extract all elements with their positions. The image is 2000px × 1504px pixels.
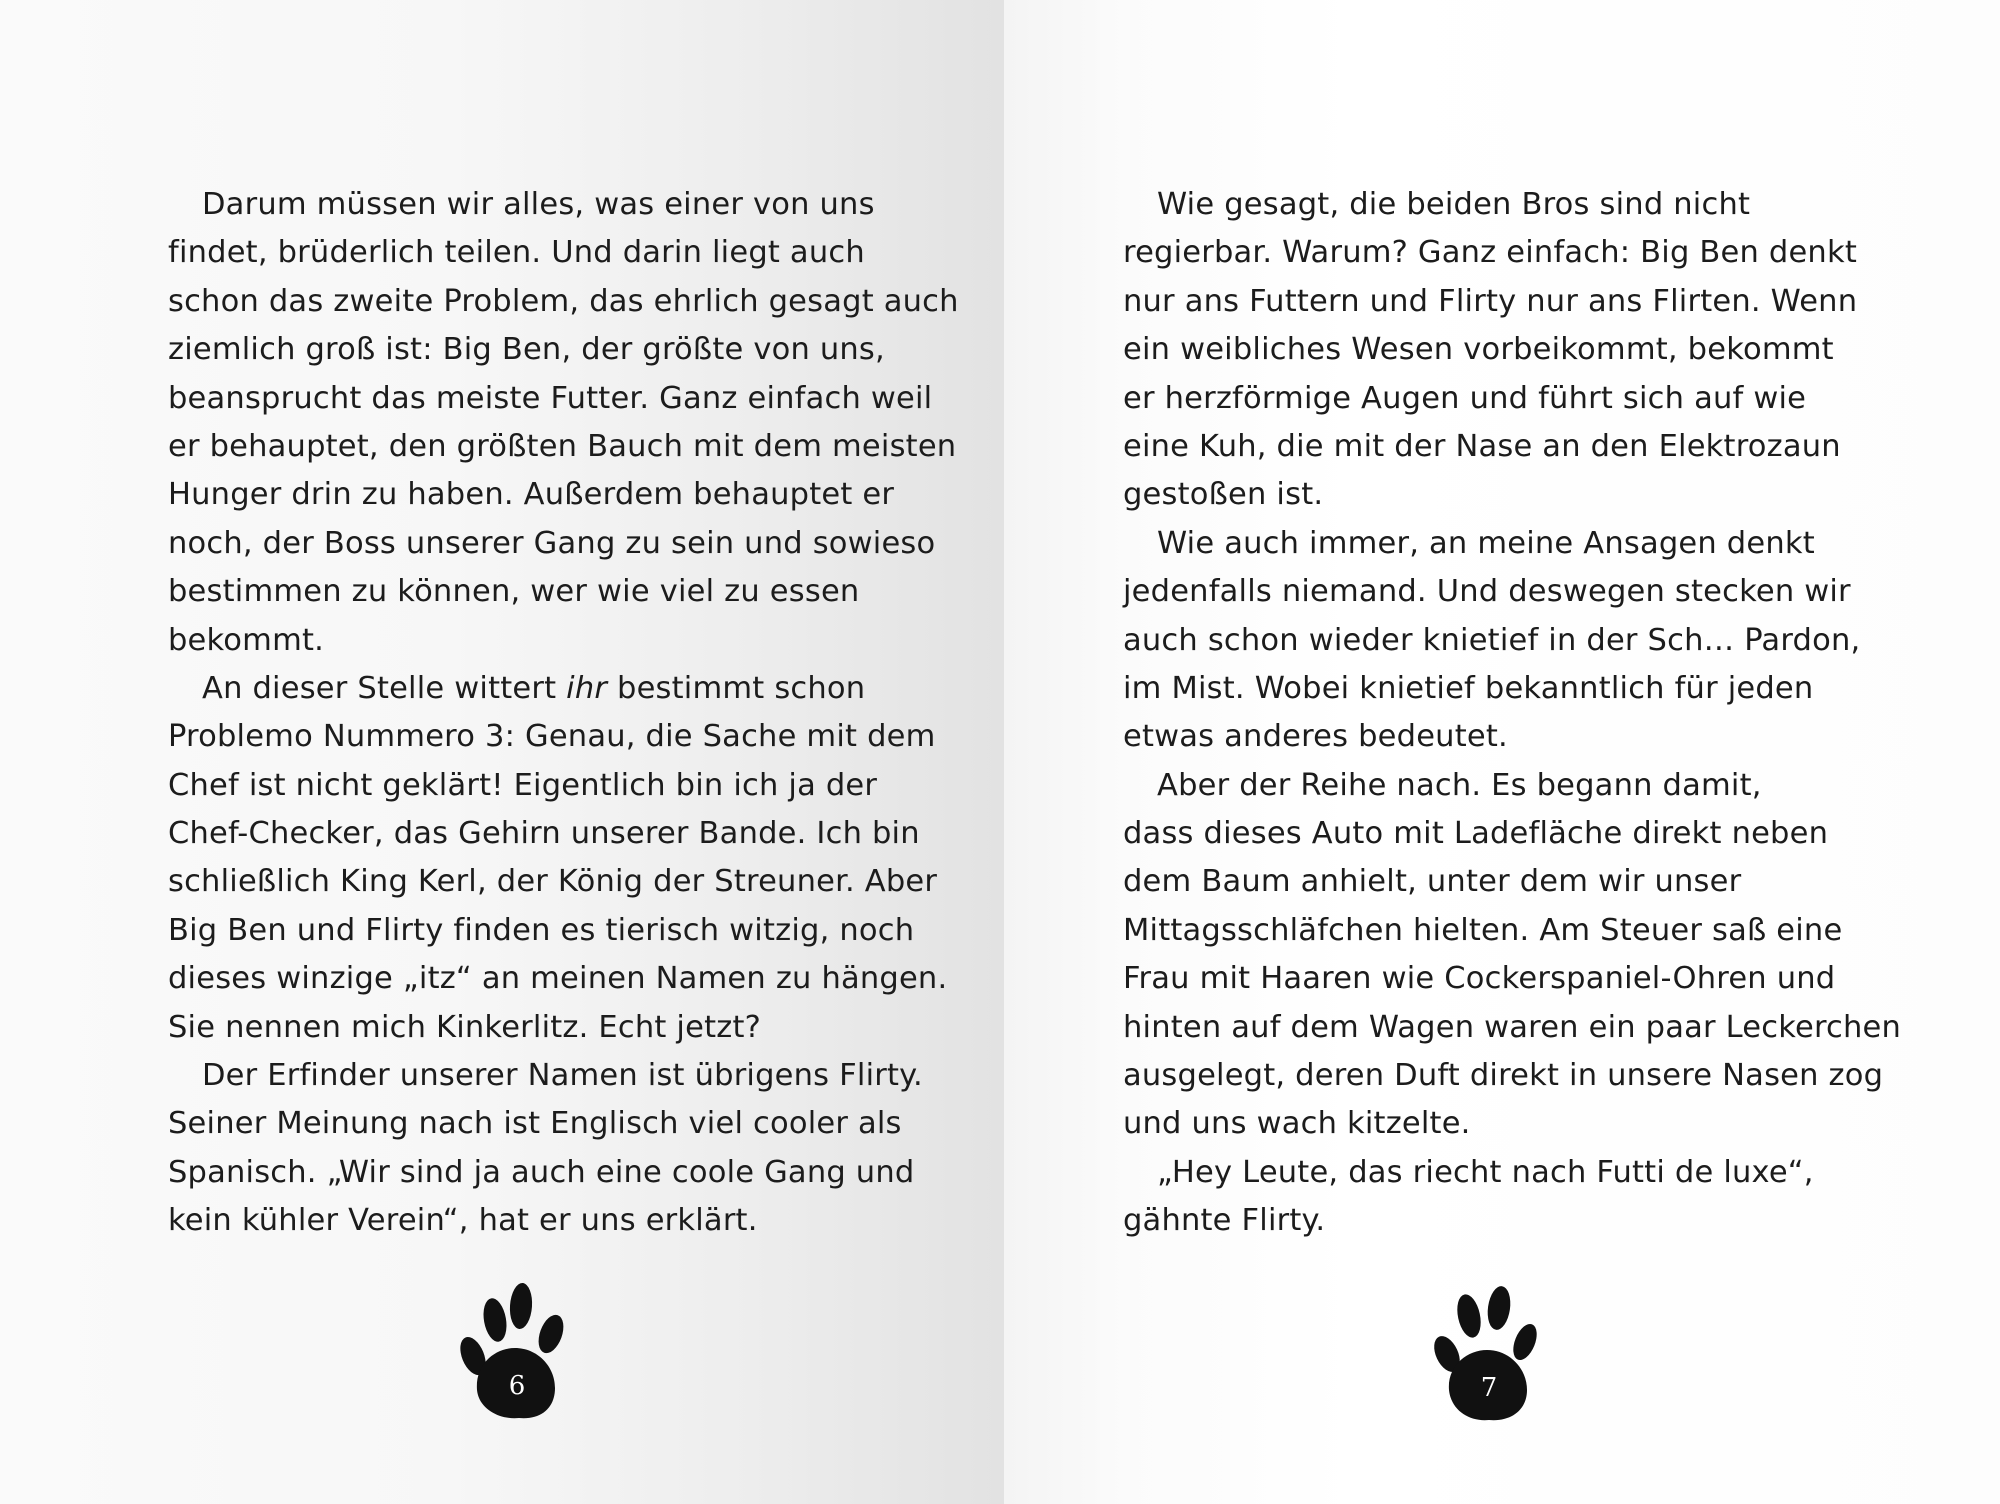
text-line: Seiner Meinung nach ist Englisch viel cooler als [168, 1106, 902, 1142]
text-line: „Hey Leute, das riecht nach Futti de luxe“, [1157, 1154, 1814, 1190]
text-line: Big Ben und Flirty finden es tierisch witzig, noch [168, 912, 915, 948]
left-page-text [168, 181, 959, 1246]
right-page [1004, 0, 2000, 1504]
text-line: gähnte Flirty. [1123, 1203, 1326, 1239]
text-line: auch schon wieder knietief in der Sch… Pardon, [1123, 622, 1861, 658]
text-line: schon das zweite Problem, das ehrlich gesagt auch [168, 283, 959, 319]
emphasis-text: ihr [566, 670, 608, 706]
text-segment: bestimmt schon [607, 670, 866, 706]
text-line: Chef-Checker, das Gehirn unserer Bande. Ich bin [168, 816, 920, 852]
text-line: Mittagsschläfchen hielten. Am Steuer saß eine [1123, 912, 1843, 948]
text-line: er behauptet, den größten Bauch mit dem meisten [168, 428, 957, 464]
text-line: noch, der Boss unserer Gang zu sein und sowieso [168, 525, 936, 561]
text-line: Hunger drin zu haben. Außerdem behauptet er [168, 477, 895, 513]
text-line [168, 665, 959, 713]
text-line: gestoßen ist. [1123, 477, 1324, 513]
text-line: Wie gesagt, die beiden Bros sind nicht [1157, 187, 1751, 222]
text-line: Frau mit Haaren wie Cockerspaniel-Ohren und [1123, 961, 1836, 997]
text-line: dass dieses Auto mit Ladefläche direkt neben [1123, 816, 1829, 852]
text-line: ausgelegt, deren Duft direkt in unsere Nasen zog [1123, 1058, 1884, 1094]
paw-print-icon [1429, 1282, 1539, 1422]
text-line: Problemo Nummero 3: Genau, die Sache mit dem [168, 719, 936, 755]
text-line: regierbar. Warum? Ganz einfach: Big Ben denkt [1123, 235, 1857, 271]
text-line: Darum müssen wir alles, was einer von uns [202, 187, 875, 222]
text-line: eine Kuh, die mit der Nase an den Elektrozaun [1123, 428, 1841, 464]
text-line: Wie auch immer, an meine Ansagen denkt [1157, 525, 1815, 561]
text-line: er herzförmige Augen und führt sich auf wie [1123, 380, 1807, 416]
text-line: schließlich King Kerl, der König der Streuner. Aber [168, 864, 938, 900]
text-line: nur ans Futtern und Flirty nur ans Flirten. Wenn [1123, 283, 1858, 319]
text-segment: An dieser Stelle wittert [202, 670, 567, 706]
text-line: jedenfalls niemand. Und deswegen stecken wir [1123, 574, 1851, 610]
right-page-text [1123, 181, 1901, 1246]
text-line: Der Erfinder unserer Namen ist übrigens Flirty. [202, 1058, 923, 1094]
text-line: Sie nennen mich Kinkerlitz. Echt jetzt? [168, 1009, 761, 1045]
paw-print-icon [459, 1282, 569, 1422]
text-line: Aber der Reihe nach. Es begann damit, [1157, 767, 1762, 803]
text-line: bestimmen zu können, wer wie viel zu essen [168, 574, 860, 610]
page-number: 7 [1480, 1373, 1498, 1403]
text-line: Chef ist nicht geklärt! Eigentlich bin ich ja der [168, 767, 878, 803]
text-line: findet, brüderlich teilen. Und darin liegt auch [168, 235, 865, 271]
text-line: bekommt. [168, 622, 325, 658]
text-line: etwas anderes bedeutet. [1123, 719, 1508, 755]
text-line: beansprucht das meiste Futter. Ganz einfach weil [168, 380, 933, 416]
text-line: dieses winzige „itz“ an meinen Namen zu hängen. [168, 961, 948, 997]
text-line: im Mist. Wobei knietief bekanntlich für jeden [1123, 670, 1814, 706]
text-line: hinten auf dem Wagen waren ein paar Leckerchen [1123, 1009, 1902, 1045]
text-line: und uns wach kitzelte. [1123, 1106, 1471, 1142]
page-number: 6 [508, 1371, 526, 1401]
text-line: Spanisch. „Wir sind ja auch eine coole Gang und [168, 1154, 915, 1190]
text-line: ein weibliches Wesen vorbeikommt, bekommt [1123, 332, 1834, 368]
text-line: ziemlich groß ist: Big Ben, der größte von uns, [168, 332, 885, 368]
text-line: dem Baum anhielt, unter dem wir unser [1123, 864, 1742, 900]
text-line: kein kühler Verein“, hat er uns erklärt. [168, 1203, 758, 1239]
